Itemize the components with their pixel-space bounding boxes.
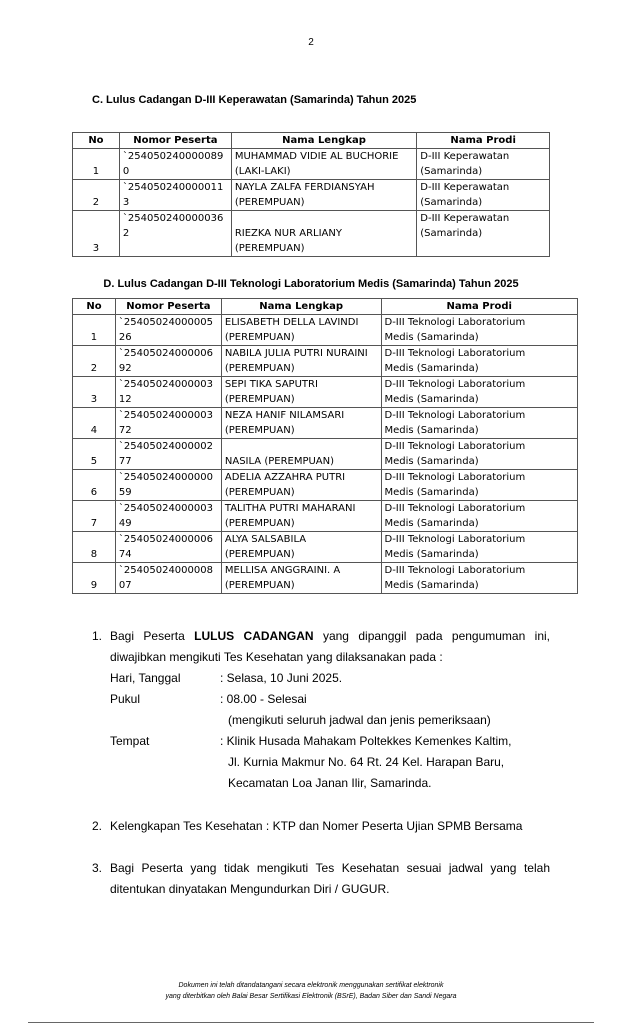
pukul-label: Pukul xyxy=(110,692,141,706)
cell-nama-prodi: D-III Teknologi Laboratorium Medis (Samarinda) xyxy=(381,470,578,501)
tempat-row xyxy=(110,731,550,752)
cell-nama-lengkap: ELISABETH DELLA LAVINDI (PEREMPUAN) xyxy=(221,315,381,346)
table-section-c xyxy=(72,132,550,257)
header-no: No xyxy=(73,299,116,315)
tempat-value: : Klinik Husada Mahakam Poltekkes Kemenkes Kaltim, xyxy=(220,734,512,748)
note-item-3 xyxy=(92,858,550,900)
note-1-text-pre: Bagi Peserta xyxy=(110,629,195,643)
cell-nama-prodi: D-III Teknologi Laboratorium Medis (Samarinda) xyxy=(381,377,578,408)
table-row xyxy=(73,470,578,501)
cell-nomor-peserta: `25405024000006 74 xyxy=(115,532,221,563)
cell-no: 1 xyxy=(73,149,120,180)
cell-nama-prodi: D-III Teknologi Laboratorium Medis (Samarinda) xyxy=(381,439,578,470)
cell-no: 5 xyxy=(73,439,116,470)
cell-nama-prodi: D-III Teknologi Laboratorium Medis (Samarinda) xyxy=(381,346,578,377)
cell-nomor-peserta: `254050240000011 3 xyxy=(119,180,231,211)
cell-nama-prodi: D-III Teknologi Laboratorium Medis (Samarinda) xyxy=(381,315,578,346)
cell-nama-lengkap: NAYLA ZALFA FERDIANSYAH (PEREMPUAN) xyxy=(231,180,416,211)
cell-nama-prodi: D-III Teknologi Laboratorium Medis (Samarinda) xyxy=(381,408,578,439)
header-nomor-peserta: Nomor Peserta xyxy=(119,133,231,149)
note-number: 2. xyxy=(92,819,103,833)
hari-value: : Selasa, 10 Juni 2025. xyxy=(220,671,343,685)
notes-list xyxy=(92,626,550,900)
table-header-row xyxy=(73,299,578,315)
cell-no: 2 xyxy=(73,180,120,211)
table-row xyxy=(73,563,578,594)
cell-no: 8 xyxy=(73,532,116,563)
header-nama-prodi: Nama Prodi xyxy=(381,299,578,315)
table-row xyxy=(73,180,550,211)
cell-nama-prodi: D-III Teknologi Laboratorium Medis (Samarinda) xyxy=(381,532,578,563)
cell-nomor-peserta: `25405024000002 77 xyxy=(115,439,221,470)
cell-nama-lengkap: NASILA (PEREMPUAN) xyxy=(221,439,381,470)
note-1-line-2: diwajibkan mengikuti Tes Kesehatan yang dilaksanakan pada : xyxy=(110,650,443,664)
cell-nama-lengkap: RIEZKA NUR ARLIANY (PEREMPUAN) xyxy=(231,211,416,257)
note-item-1 xyxy=(92,626,550,794)
note-1-bold-text: LULUS CADANGAN xyxy=(194,629,314,643)
cell-nomor-peserta: `25405024000005 26 xyxy=(115,315,221,346)
note-3-line-1: Bagi Peserta yang tidak mengikuti Tes Kesehatan sesuai jadwal yang telah xyxy=(110,861,550,875)
cell-nama-prodi: D-III Teknologi Laboratorium Medis (Samarinda) xyxy=(381,501,578,532)
table-row xyxy=(73,211,550,257)
cell-no: 4 xyxy=(73,408,116,439)
tempat-line-2: Jl. Kurnia Makmur No. 64 Rt. 24 Kel. Harapan Baru, xyxy=(228,755,505,769)
note-1-line-1 xyxy=(110,626,550,647)
cell-nomor-peserta: `25405024000003 12 xyxy=(115,377,221,408)
cell-nomor-peserta: `25405024000003 72 xyxy=(115,408,221,439)
note-item-2 xyxy=(92,816,550,837)
cell-nama-lengkap: SEPI TIKA SAPUTRI (PEREMPUAN) xyxy=(221,377,381,408)
table-row xyxy=(73,501,578,532)
cell-nomor-peserta: `25405024000000 59 xyxy=(115,470,221,501)
cell-no: 6 xyxy=(73,470,116,501)
cell-nama-lengkap: MELLISA ANGGRAINI. A (PEREMPUAN) xyxy=(221,563,381,594)
header-no: No xyxy=(73,133,120,149)
footer-note xyxy=(0,980,622,1002)
cell-nama-lengkap: ALYA SALSABILA (PEREMPUAN) xyxy=(221,532,381,563)
section-d-title: D. Lulus Cadangan D-III Teknologi Laboratorium Medis (Samarinda) Tahun 2025 xyxy=(103,278,519,290)
cell-no: 3 xyxy=(73,211,120,257)
footer-line-1: Dokumen ini telah ditandatangani secara elektronik menggunakan sertifikat elektronik xyxy=(178,982,444,989)
table-row xyxy=(73,315,578,346)
cell-nama-lengkap: TALITHA PUTRI MAHARANI (PEREMPUAN) xyxy=(221,501,381,532)
cell-nama-lengkap: MUHAMMAD VIDIE AL BUCHORIE (LAKI-LAKI) xyxy=(231,149,416,180)
spacer xyxy=(110,710,220,731)
cell-nomor-peserta: `25405024000006 92 xyxy=(115,346,221,377)
note-number: 1. xyxy=(92,629,103,643)
cell-nomor-peserta: `25405024000008 07 xyxy=(115,563,221,594)
note-number: 3. xyxy=(92,861,103,875)
cell-no: 9 xyxy=(73,563,116,594)
tempat-line-3-row xyxy=(110,773,550,794)
header-nama-lengkap: Nama Lengkap xyxy=(221,299,381,315)
tempat-line-3: Kecamatan Loa Janan Ilir, Samarinda. xyxy=(228,776,432,790)
cell-nomor-peserta: `254050240000036 2 xyxy=(119,211,231,257)
note-1-text-post: yang dipanggil pada pengumuman ini, xyxy=(313,629,551,643)
spacer xyxy=(110,752,220,773)
pukul-note: (mengikuti seluruh jadwal dan jenis pemeriksaan) xyxy=(228,713,491,727)
tempat-line-2-row xyxy=(110,752,550,773)
table-header-row xyxy=(73,133,550,149)
hari-label: Hari, Tanggal xyxy=(110,671,181,685)
pukul-note-row xyxy=(110,710,550,731)
footer-divider xyxy=(28,1022,594,1023)
cell-nama-lengkap: NEZA HANIF NILAMSARI (PEREMPUAN) xyxy=(221,408,381,439)
section-c-title: C. Lulus Cadangan D-III Keperawatan (Samarinda) Tahun 2025 xyxy=(92,94,417,106)
footer-line-2: yang diterbitkan oleh Balai Besar Sertifikasi Elektronik (BSrE), Badan Siber dan Sandi Negara xyxy=(165,993,457,1000)
cell-nama-prodi: D-III Keperawatan (Samarinda) xyxy=(417,180,550,211)
cell-nomor-peserta: `254050240000089 0 xyxy=(119,149,231,180)
cell-nomor-peserta: `25405024000003 49 xyxy=(115,501,221,532)
table-section-d xyxy=(72,298,578,594)
cell-no: 1 xyxy=(73,315,116,346)
cell-nama-lengkap: ADELIA AZZAHRA PUTRI (PEREMPUAN) xyxy=(221,470,381,501)
hari-row xyxy=(110,668,550,689)
note-2-text: Kelengkapan Tes Kesehatan : KTP dan Nomer Peserta Ujian SPMB Bersama xyxy=(110,819,523,833)
header-nama-lengkap: Nama Lengkap xyxy=(231,133,416,149)
table-row xyxy=(73,377,578,408)
table-row xyxy=(73,439,578,470)
table-row xyxy=(73,408,578,439)
header-nama-prodi: Nama Prodi xyxy=(417,133,550,149)
header-nomor-peserta: Nomor Peserta xyxy=(115,299,221,315)
table-row xyxy=(73,346,578,377)
cell-no: 3 xyxy=(73,377,116,408)
cell-nama-prodi: D-III Keperawatan (Samarinda) xyxy=(417,211,550,257)
pukul-value: : 08.00 - Selesai xyxy=(220,692,307,706)
table-row xyxy=(73,532,578,563)
cell-no: 7 xyxy=(73,501,116,532)
cell-nama-prodi: D-III Teknologi Laboratorium Medis (Samarinda) xyxy=(381,563,578,594)
spacer xyxy=(110,773,220,794)
tempat-label: Tempat xyxy=(110,734,150,748)
cell-nama-prodi: D-III Keperawatan (Samarinda) xyxy=(417,149,550,180)
cell-no: 2 xyxy=(73,346,116,377)
table-row xyxy=(73,149,550,180)
cell-nama-lengkap: NABILA JULIA PUTRI NURAINI (PEREMPUAN) xyxy=(221,346,381,377)
note-3-line-2: ditentukan dinyatakan Mengundurkan Diri / GUGUR. xyxy=(110,882,390,896)
pukul-row xyxy=(110,689,550,710)
page-number: 2 xyxy=(308,37,314,48)
